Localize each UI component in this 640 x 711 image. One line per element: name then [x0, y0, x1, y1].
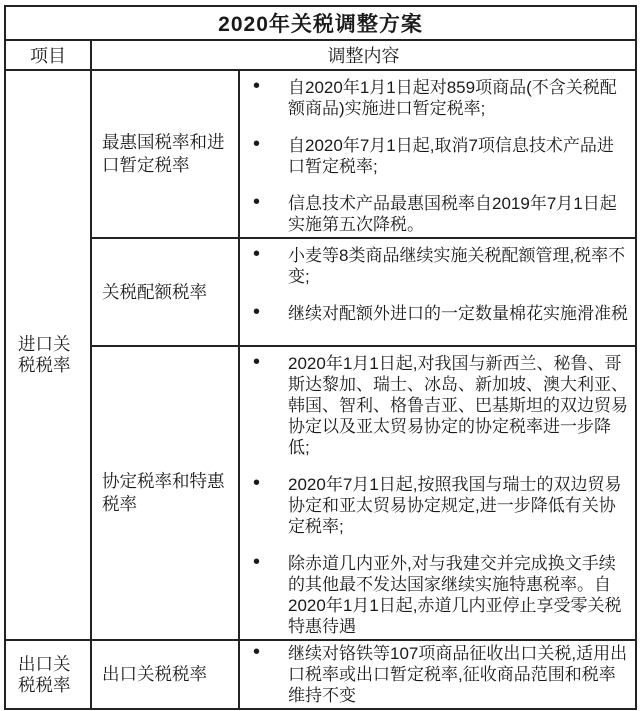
category-export-tariff: 出口关税税率 — [5, 640, 91, 709]
title-row — [5, 6, 636, 40]
content-quota — [239, 238, 636, 346]
row-agreement — [5, 346, 636, 640]
bullet-item: • 2020年7月1日起,按照我国与瑞士的双边贸易协定和亚太贸易协定规定,进一步降低有关协定税率; — [240, 474, 629, 537]
subcategory-export-label: 出口关税税率 — [91, 640, 239, 709]
row-export — [5, 640, 636, 709]
bullet-item: • 自2020年7月1日起,取消7项信息技术产品进口暂定税率; — [240, 135, 629, 177]
subcategory-quota-label: 关税配额税率 — [91, 238, 239, 346]
bullet-list-export — [240, 643, 629, 706]
bullet-item: • 小麦等8类商品继续实施关税配额管理,税率不变; — [240, 245, 629, 287]
table-title: 2020年关税调整方案 — [5, 6, 636, 40]
bullet-list-agreement — [240, 353, 629, 637]
header-project: 项目 — [5, 40, 91, 70]
row-quota — [5, 238, 636, 346]
bullet-item: • 2020年1月1日起,对我国与新西兰、秘鲁、哥斯达黎加、瑞士、冰岛、新加坡、澳大利亚、韩国、智利、格鲁吉亚、巴基斯坦的双边贸易协定以及亚太贸易协定的协定税率进一步降低; — [240, 353, 629, 458]
bullet-list-mfn — [240, 77, 629, 235]
subcategory-mfn-label: 最惠国税率和进口暂定税率 — [91, 70, 239, 238]
header-content: 调整内容 — [91, 40, 636, 70]
bullet-item: • 继续对铬铁等107项商品征收出口关税,适用出口税率或出口暂定税率,征收商品范围和税率维持不变 — [240, 643, 629, 706]
bullet-item: • 除赤道几内亚外,对与我建交并完成换文手续的其他最不发达国家继续实施特惠税率。自2020年1月1日起,赤道几内亚停止享受零关税特惠待遇 — [240, 553, 629, 637]
bullet-list-quota — [240, 245, 629, 324]
bullet-item: • 继续对配额外进口的一定数量棉花实施滑准税 — [240, 303, 629, 324]
row-mfn-provisional — [5, 70, 636, 238]
bullet-item: • 信息技术产品最惠国税率自2019年7月1日起实施第五次降税。 — [240, 193, 629, 235]
content-agreement — [239, 346, 636, 640]
header-row — [5, 40, 636, 70]
bullet-item: • 自2020年1月1日起对859项商品(不含关税配额商品)实施进口暂定税率; — [240, 77, 629, 119]
tariff-adjustment-table — [4, 5, 637, 710]
content-export — [239, 640, 636, 709]
subcategory-agreement-label: 协定税率和特惠税率 — [91, 346, 239, 640]
content-mfn — [239, 70, 636, 238]
category-import-tariff: 进口关税税率 — [5, 70, 91, 640]
